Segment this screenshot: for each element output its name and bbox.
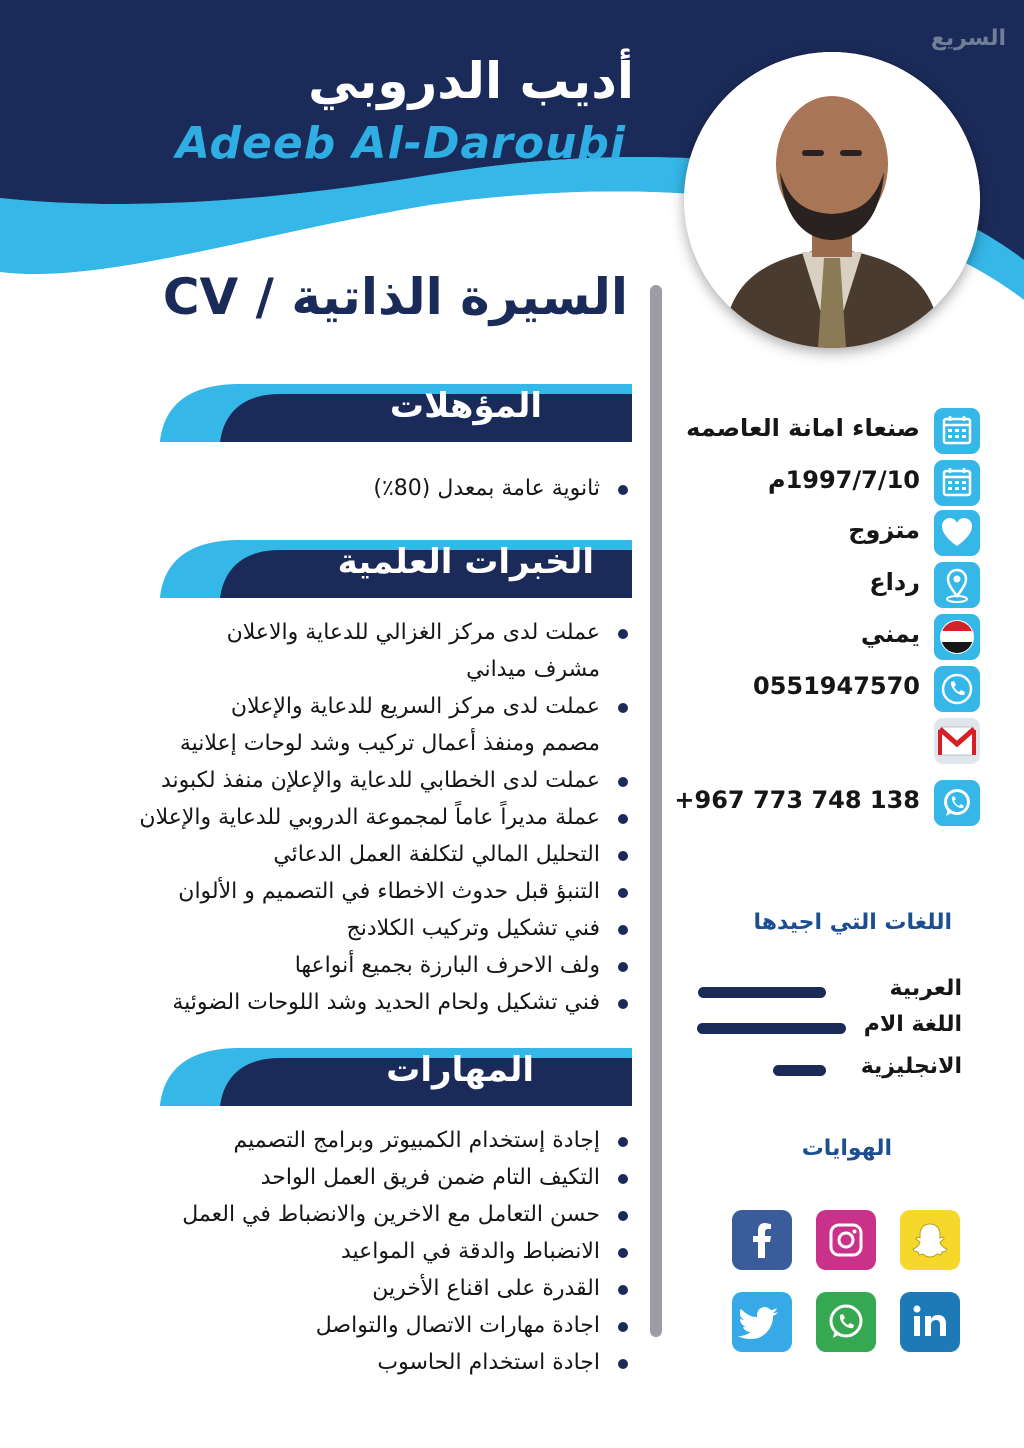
list-item: فني تشكيل وتركيب الكلادنج [139, 910, 628, 947]
yemen-flag-icon [934, 614, 980, 660]
hobbies-title: الهوايات [801, 1136, 892, 1161]
bullet-icon [618, 485, 628, 495]
language-arabic: العربية [889, 976, 962, 1001]
list-item: التكيف التام ضمن فريق العمل الواحد [182, 1159, 628, 1196]
bullet-icon [618, 925, 628, 935]
language-english: الانجليزية [860, 1054, 962, 1079]
twitter-icon[interactable] [732, 1292, 792, 1352]
list-item: عملت لدى مركز السريع للدعاية والإعلان [139, 688, 628, 725]
info-city [690, 562, 990, 608]
heart-icon [934, 510, 980, 556]
marital-text: متزوج [848, 516, 920, 544]
bullet-icon [618, 1285, 628, 1295]
bullet-icon [618, 1322, 628, 1332]
cv-title: السيرة الذاتية / CV [162, 268, 628, 326]
language-mother-tongue: اللغة الام [863, 1012, 962, 1037]
whatsapp-text: +967 773 748 138 [674, 786, 920, 814]
list-item: حسن التعامل مع الاخرين والانضباط في العمل [182, 1196, 628, 1233]
bullet-icon [618, 999, 628, 1009]
bullet-icon [618, 1174, 628, 1184]
column-divider [650, 285, 662, 1337]
info-nationality [690, 614, 990, 660]
phone-icon[interactable] [934, 666, 980, 712]
experience-list [139, 614, 628, 1021]
whatsapp-icon[interactable] [816, 1292, 876, 1352]
snapchat-icon[interactable] [900, 1210, 960, 1270]
list-item: التحليل المالي لتكلفة العمل الدعائي [139, 836, 628, 873]
bullet-icon [618, 814, 628, 824]
qualifications-list [373, 470, 628, 507]
name-english: Adeeb Al-Daroubi [175, 118, 626, 169]
skills-banner [160, 1046, 632, 1108]
bullet-icon [618, 888, 628, 898]
nationality-text: يمني [860, 620, 920, 648]
calendar-icon [934, 408, 980, 454]
birthdate-text: 1997/7/10م [767, 466, 920, 494]
city-text: رداع [869, 568, 920, 596]
skills-title: المهارات [386, 1050, 534, 1090]
list-item: عملة مديراً عاماً لمجموعة الدروبي للدعاية والإعلان [139, 799, 628, 836]
info-marital [690, 510, 990, 556]
bullet-icon [618, 777, 628, 787]
experience-title: الخبرات العلمية [337, 542, 594, 582]
language-level-bar [773, 1065, 826, 1076]
language-level-bar [697, 1023, 846, 1034]
bullet-icon [618, 1211, 628, 1221]
skills-list [182, 1122, 628, 1381]
list-item-continuation: مصمم ومنفذ أعمال تركيب وشد لوحات إعلانية [179, 731, 600, 756]
linkedin-icon[interactable] [900, 1292, 960, 1352]
qualifications-banner [160, 382, 632, 444]
bullet-icon [618, 703, 628, 713]
name-arabic: أديب الدروبي [308, 52, 634, 110]
facebook-icon[interactable] [732, 1210, 792, 1270]
list-item: ثانوية عامة بمعدل (80٪) [373, 470, 628, 507]
list-item: اجادة مهارات الاتصال والتواصل [182, 1307, 628, 1344]
instagram-icon[interactable] [816, 1210, 876, 1270]
whatsapp-icon[interactable] [934, 780, 980, 826]
list-item: ولف الاحرف البارزة بجميع أنواعها [139, 947, 628, 984]
list-item-continuation: مشرف ميداني [466, 657, 600, 682]
bullet-icon [618, 1137, 628, 1147]
language-level-bar [698, 987, 826, 998]
calendar-icon [934, 460, 980, 506]
list-item: عملت لدى مركز الغزالي للدعاية والاعلان [139, 614, 628, 651]
info-address [686, 408, 990, 454]
bullet-icon [618, 629, 628, 639]
list-item: الانضباط والدقة في المواعيد [182, 1233, 628, 1270]
list-item: إجادة إستخدام الكمبيوتر وبرامج التصميم [182, 1122, 628, 1159]
profile-photo [684, 52, 980, 348]
info-phone [690, 666, 990, 712]
info-whatsapp [674, 780, 990, 826]
qualifications-title: المؤهلات [389, 386, 542, 426]
gmail-icon[interactable] [934, 718, 980, 764]
info-email [690, 718, 990, 764]
list-item: اجادة استخدام الحاسوب [182, 1344, 628, 1381]
list-item: القدرة على اقناع الأخرين [182, 1270, 628, 1307]
list-item: عملت لدى الخطابي للدعاية والإعلإن منفذ لكبوند [139, 762, 628, 799]
bullet-icon [618, 1359, 628, 1369]
location-pin-icon [934, 562, 980, 608]
experience-banner [160, 538, 632, 600]
bullet-icon [618, 851, 628, 861]
list-item: التنبؤ قبل حدوث الاخطاء في التصميم و الألوان [139, 873, 628, 910]
phone-text: 0551947570 [753, 672, 920, 700]
list-item: فني تشكيل ولحام الحديد وشد اللوحات الضوئية [139, 984, 628, 1021]
bullet-icon [618, 962, 628, 972]
bullet-icon [618, 1248, 628, 1258]
languages-title: اللغات التي اجيدها [753, 910, 952, 935]
info-birthdate [690, 460, 990, 506]
address-text: صنعاء امانة العاصمه [686, 414, 920, 442]
brand-logo: السريع [930, 26, 1006, 51]
